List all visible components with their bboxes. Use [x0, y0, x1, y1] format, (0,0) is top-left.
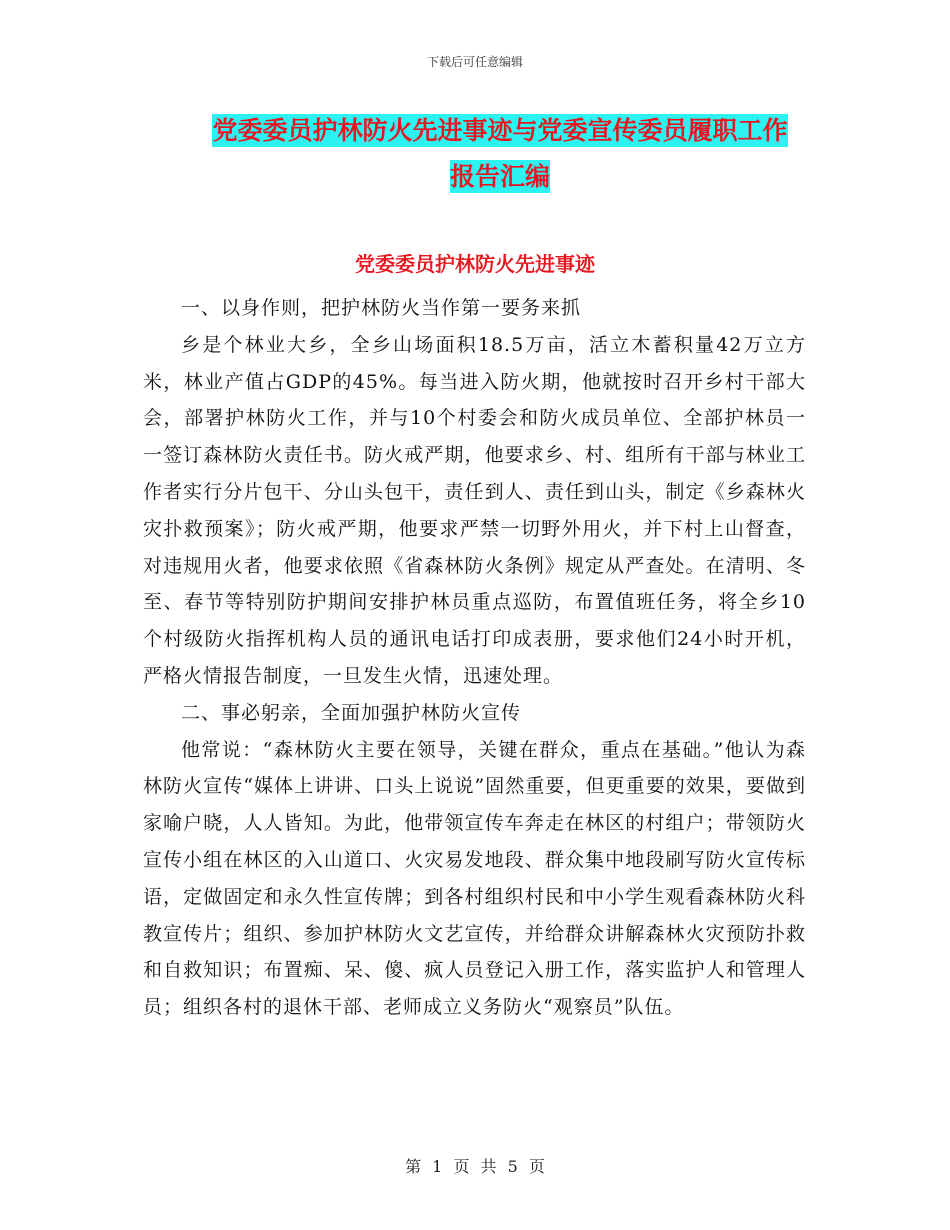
document-body: [143, 290, 806, 1026]
document-title: [140, 108, 860, 200]
page-footer-number: 第 1 页 共 5 页: [405, 1157, 545, 1176]
document-title-line-2: 报告汇编: [449, 162, 550, 191]
heading-paragraph-2: 二、事必躬亲，全面加强护林防火宣传: [181, 701, 522, 724]
body-paragraph-1: 乡是个林业大乡，全乡山场面积18.5万亩，活立木蓄积量42万立方米，林业产值占GDP的45%。每当进入防火期，他就按时召开乡村干部大会，部署护林防火工作，并与10个村委会和防火成员单位、全部护林员一一签订森林防火责任书。防火戒严期，他要求乡、村、组所有干部与林业工作者实行分片包干、分山头包干，责任到人、责任到山头，制定《乡森林火灾扑救预案》；防火戒严期，他要求严禁一切野外用火，并下村上山督查，对违规用火者，他要求依照《省森林防火条例》规定从严查处。在清明、冬至、春节等特别防护期间安排护林员重点巡防，布置值班任务，将全乡10个村级防火指挥机构人员的通讯电话打印成表册，要求他们24小时开机，严格火情报告制度，一旦发生火情，迅速处理。: [143, 333, 806, 687]
page-header-note: 下载后可任意编辑: [426, 55, 523, 69]
body-paragraph-2: 他常说：“森林防火主要在领导，关键在群众，重点在基础。”他认为森林防火宣传“媒体上讲讲、口头上说说”固然重要，但更重要的效果，要做到家喻户晓，人人皆知。为此，他带领宣传车奔走在林区的村组户；带领防火宣传小组在林区的入山道口、火灾易发地段、群众集中地段刷写防火宣传标语，定做固定和永久性宣传牌；到各村组织村民和中小学生观看森林防火科教宣传片；组织、参加护林防火文艺宣传，并给群众讲解森林火灾预防扑救和自救知识；布置痴、呆、傻、疯人员登记入册工作，落实监护人和管理人员；组织各村的退休干部、老师成立义务防火“观察员”队伍。: [143, 738, 806, 1019]
heading-paragraph-1: 一、以身作则，把护林防火当作第一要务来抓: [181, 297, 582, 319]
section-title: 党委委员护林防火先进事迹: [355, 252, 595, 276]
document-title-line-1: 党委委员护林防火先进事迹与党委宣传委员履职工作: [212, 116, 788, 145]
